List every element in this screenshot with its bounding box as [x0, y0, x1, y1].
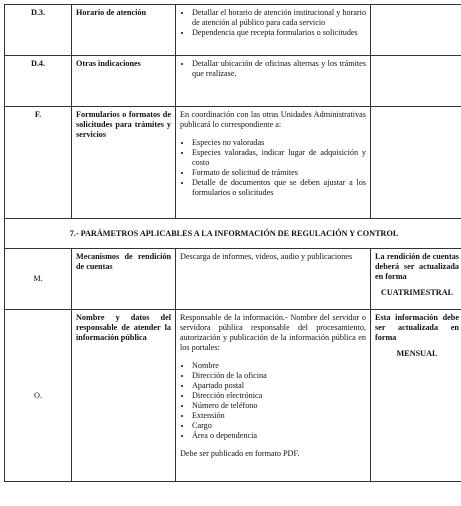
row-note	[371, 310, 461, 482]
row-footer: Debe ser publicado en formato PDF.	[180, 449, 300, 458]
row-title: Formularios o formatos de solicitudes para trámites y servicios	[72, 107, 176, 219]
list-item: • Área o dependencia	[192, 431, 366, 441]
row-note	[371, 5, 461, 56]
table-row	[5, 107, 461, 219]
list-item: • Detallar el horario de atención institucional y horario de atención al público para cada servicio	[192, 8, 366, 28]
row-note	[371, 107, 461, 219]
list-item: • Especies no valoradas	[192, 138, 366, 148]
list-item: • Especies valoradas, indicar lugar de adquisición y costo	[192, 148, 366, 168]
parameters-table	[4, 4, 461, 482]
list-item: • Dependencia que recepta formularios o solicitudes	[192, 28, 366, 38]
row-description	[176, 56, 371, 107]
bullet-list	[180, 361, 366, 441]
row-description	[176, 5, 371, 56]
table-row	[5, 56, 461, 107]
update-note: Esta información debe ser actualizada en forma	[375, 313, 459, 342]
update-frequency: CUATRIMESTRAL	[380, 288, 454, 297]
row-code: M.	[5, 249, 72, 310]
table-row	[5, 5, 461, 56]
list-item: • Cargo	[192, 421, 366, 431]
row-description	[176, 310, 371, 482]
row-intro: En coordinación con las otras Unidades Administrativas publicará lo correspondiente a:	[180, 110, 366, 129]
document-page	[4, 4, 459, 482]
row-title: Otras indicaciones	[72, 56, 176, 107]
list-item: • Extensión	[192, 411, 366, 421]
row-title: Horario de atención	[72, 5, 176, 56]
list-item: • Detalle de documentos que se deben ajustar a los formularios o solicitudes	[192, 178, 366, 198]
row-intro: Responsable de la información.- Nombre del servidor o servidora pública responsable del procesamiento, autorización y publicación de la información pública en los portales:	[180, 313, 366, 352]
row-code: D.3.	[5, 5, 72, 56]
list-item: • Detallar ubicación de oficinas alternas y los trámites que realizase.	[192, 59, 366, 79]
bullet-list	[180, 59, 366, 79]
row-code: D.4.	[5, 56, 72, 107]
row-title: Nombre y datos del responsable de atender la información pública	[72, 310, 176, 482]
update-note: La rendición de cuentas deberá ser actualizada en forma	[375, 252, 459, 281]
update-frequency: MENSUAL	[396, 349, 438, 358]
section-row	[5, 219, 461, 249]
list-item: • Apartado postal	[192, 381, 366, 391]
row-code: F.	[5, 107, 72, 219]
row-note	[371, 249, 461, 310]
table-row	[5, 249, 461, 310]
list-item: • Dirección de la oficina	[192, 371, 366, 381]
list-item: • Número de teléfono	[192, 401, 366, 411]
list-item: • Dirección electrónica	[192, 391, 366, 401]
row-note	[371, 56, 461, 107]
row-title: Mecanismos de rendición de cuentas	[72, 249, 176, 310]
bullet-list	[180, 8, 366, 38]
row-description	[176, 107, 371, 219]
bullet-list	[180, 138, 366, 198]
list-item: • Formato de solicitud de trámites	[192, 168, 366, 178]
list-item: • Nombre	[192, 361, 366, 371]
section-title: 7.- PARÁMETROS APLICABLES A LA INFORMACIÓN DE REGULACIÓN Y CONTROL	[5, 219, 461, 249]
table-row	[5, 310, 461, 482]
row-description: Descarga de informes, videos, audio y publicaciones	[176, 249, 371, 310]
row-code: O.	[5, 310, 72, 482]
